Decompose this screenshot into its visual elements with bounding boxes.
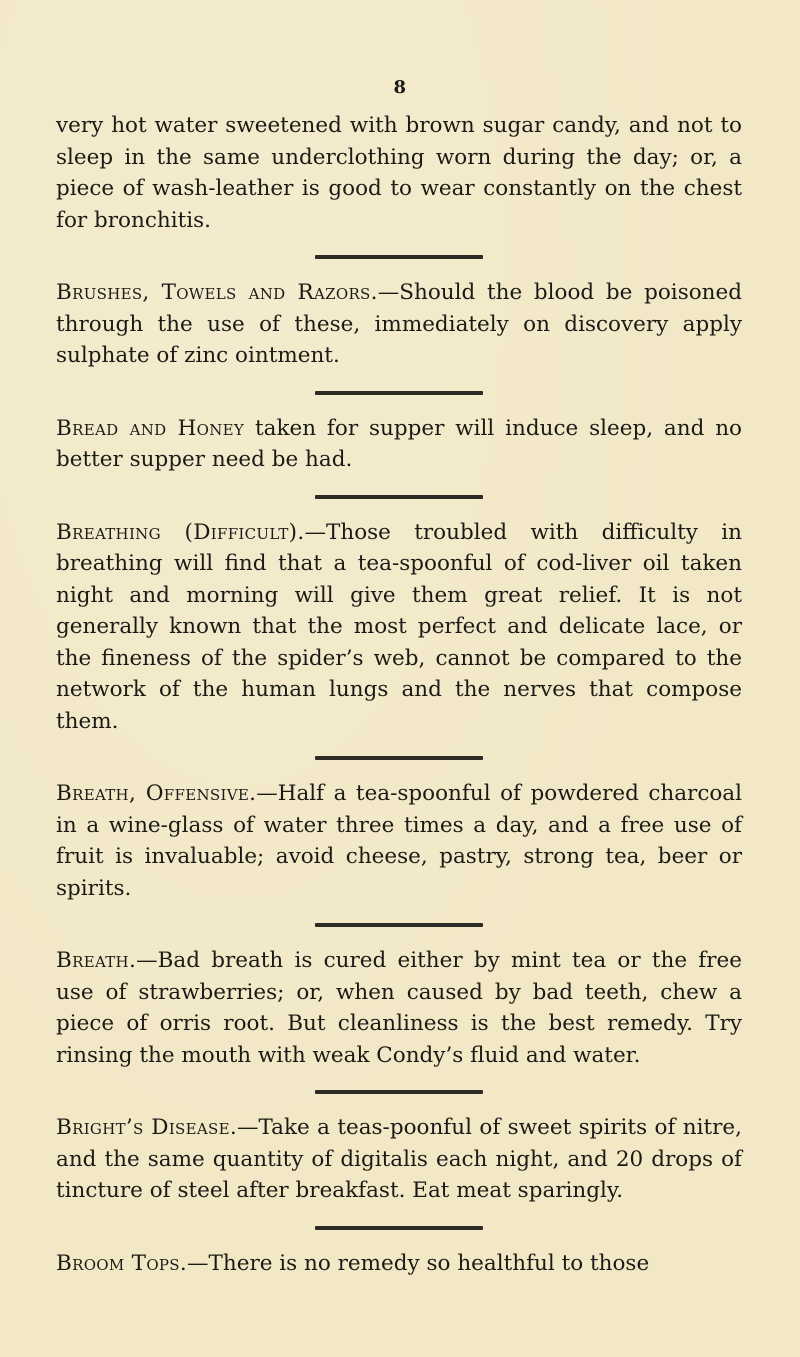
continuation-text: very hot water sweetened with brown sugar candy, and not to sleep in the same underclothing worn during the day; or, a piece of wash-leather is good to wear constantly on the chest for bronchitis. [56,113,742,233]
section-divider [315,391,483,395]
entry-text: —Take a teas-poonful of sweet spirits of nitre, and the same quantity of digitalis each night, and 20 drops of tincture of steel after breakfast. Eat meat sparingly. [56,1115,742,1203]
continuation-paragraph [56,110,742,236]
section-divider [315,923,483,927]
entry-heading: Bread and Honey [56,415,245,441]
entry-heading: Breath. [56,948,137,973]
entry-heading: Broom Tops. [56,1250,188,1276]
entry-text: —Those troubled with difficulty in breathing will find that a tea-spoonful of cod-liver oil taken night and morning will give them great relief. It is not generally known that the most perfect and delicate lace, or the fineness of the spider’s web, cannot be compared to the network of the human lungs and the nerves that compose them. [56,519,743,734]
section-divider [315,756,483,760]
entry-heading: Breath, Offensive. [56,781,257,806]
entry-heading: Bright’s Disease. [56,1115,237,1140]
entry-broom-tops [56,1248,742,1280]
entry-text: —Half a tea-spoonful of powdered charcoal in a wine-glass of water three times a day, and a free use of fruit is invaluable; avoid cheese, pastry, strong tea, beer or spirits. [56,781,743,901]
entry-text: —Bad breath is cured either by mint tea or the free use of strawberries; or, when caused by bad teeth, chew a piece of orris root. But cleanliness is the best remedy. Try rinsing the mouth with weak Condy’s fluid and water. [56,948,742,1068]
entry-heading: Brushes, Towels and Razors. [56,280,378,305]
section-divider [315,495,483,499]
entry-breath [56,945,742,1071]
entry-breath-offensive [56,778,742,904]
entry-text: —Should the blood be poisoned through the use of these, immediately on discovery apply sulphate of zinc ointment. [56,280,742,368]
entry-brights-disease [56,1112,742,1207]
entry-text: —There is no remedy so healthful to those [187,1250,650,1276]
page-content [56,110,742,1279]
entry-text: taken for supper will induce sleep, and no better supper need be had. [56,415,742,472]
section-divider [315,255,483,259]
page-number: 8 [393,77,407,98]
entry-brushes-towels-razors [56,277,742,372]
section-divider [315,1226,483,1230]
section-divider [315,1090,483,1094]
entry-heading: Breathing (Difficult). [56,519,305,545]
entry-bread-and-honey [56,413,742,476]
entry-breathing-difficult [56,517,742,738]
